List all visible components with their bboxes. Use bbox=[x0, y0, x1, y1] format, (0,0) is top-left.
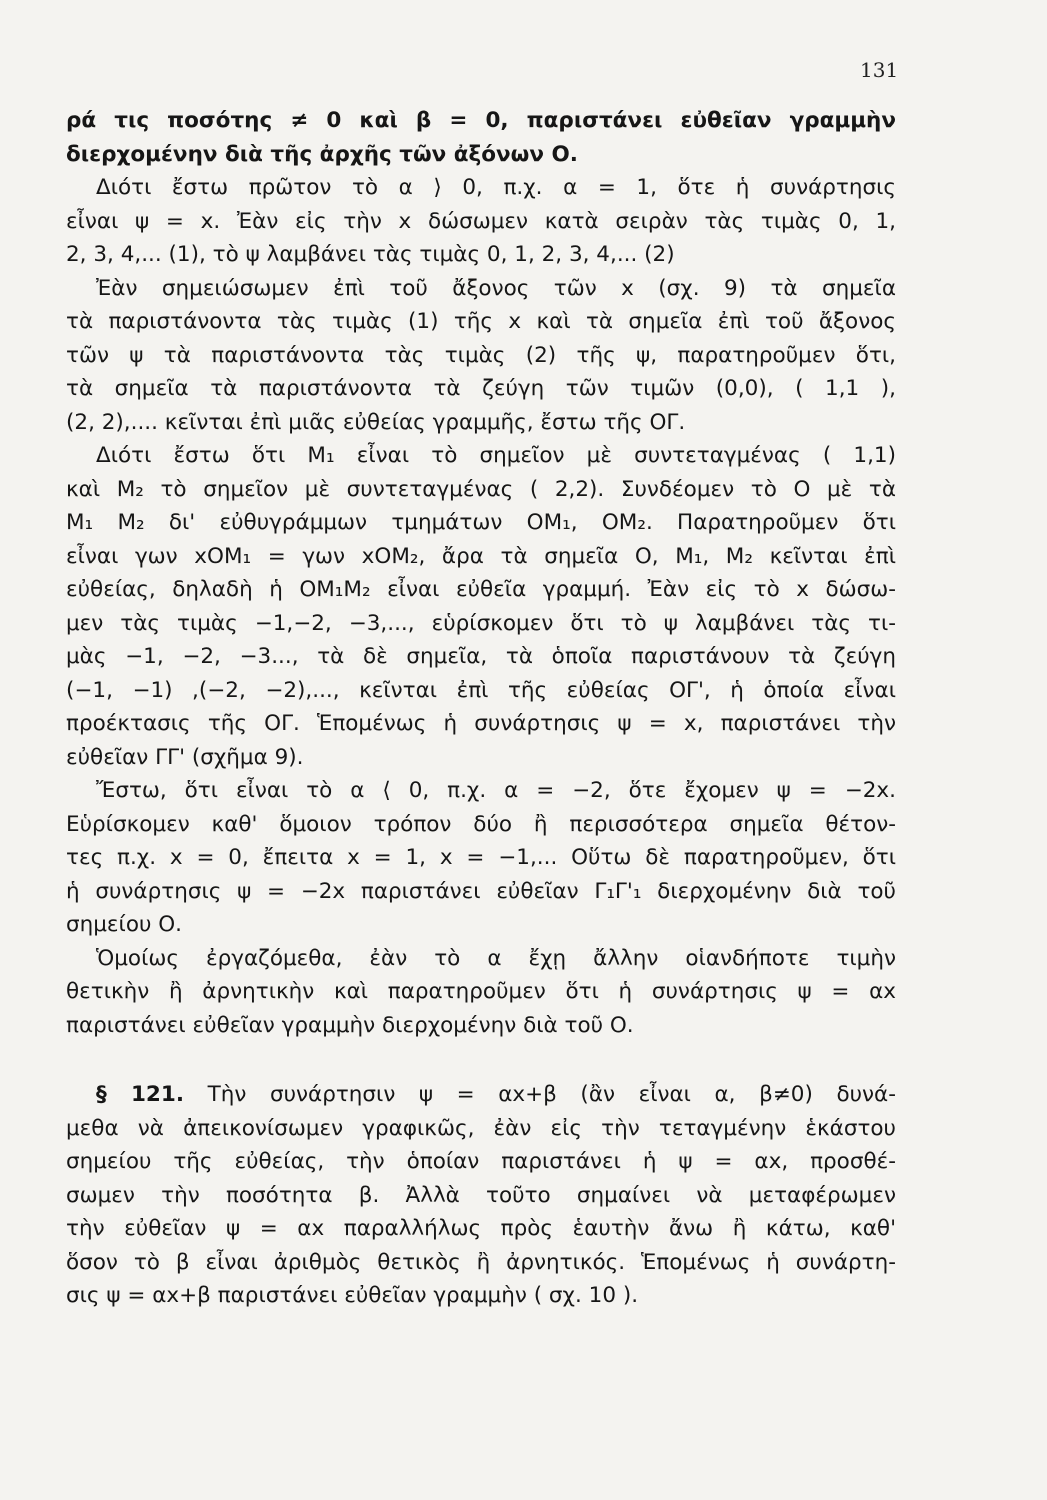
text-line: Ἔστω, ὅτι εἶναι τὸ α ⟨ 0, π.χ. α = −2, ὅτε ἔχομεν ψ = −2x. bbox=[96, 778, 896, 803]
main-text bbox=[66, 104, 896, 1042]
text-line: εὐθεῖαν ΓΓ' (σχῆμα 9). bbox=[66, 744, 304, 770]
section-text-line: ὅσον τὸ β εἶναι ἀριθμὸς θετικὸς ἢ ἀρνητικός. Ἑπομένως ἡ συνάρτη- bbox=[66, 1249, 896, 1275]
text-line: ρά τις ποσότης ≠ 0 καὶ β = 0, παριστάνει εὐθεῖαν γραμμὴν bbox=[66, 108, 896, 133]
text-line: παριστάνει εὐθεῖαν γραμμὴν διερχομένην διὰ τοῦ Ο. bbox=[66, 1012, 634, 1038]
section-text-line: σις ψ = αx+β παριστάνει εὐθεῖαν γραμμὴν ( σχ. 10 ). bbox=[66, 1283, 639, 1308]
section-gap bbox=[66, 1042, 896, 1078]
text-line: τες π.χ. x = 0, ἔπειτα x = 1, x = −1,... Οὕτω δὲ παρατηροῦμεν, ὅτι bbox=[66, 845, 896, 870]
text-line: Μ₁ Μ₂ δι' εὐθυγράμμων τμημάτων ΟΜ₁, ΟΜ₂. Παρατηροῦμεν ὅτι bbox=[66, 510, 896, 535]
text-line: σημείου Ο. bbox=[66, 912, 183, 937]
text-line: Διότι ἔστω ὅτι Μ₁ εἶναι τὸ σημεῖον μὲ συντεταγμένας ( 1,1) bbox=[96, 443, 896, 468]
text-line: καὶ Μ₂ τὸ σημεῖον μὲ συντεταγμένας ( 2,2). Συνδέομεν τὸ Ο μὲ τὰ bbox=[66, 476, 896, 502]
text-line: ἡ συνάρτησις ψ = −2x παριστάνει εὐθεῖαν Γ₁Γ'₁ διερχομένην διὰ τοῦ bbox=[66, 878, 896, 904]
text-line: εἶναι γων xOΜ₁ = γων xOΜ₂, ἄρα τὰ σημεῖα Ο, Μ₁, Μ₂ κεῖνται ἐπὶ bbox=[66, 543, 896, 569]
text-line: 2, 3, 4,... (1), τὸ ψ λαμβάνει τὰς τιμὰς 0, 1, 2, 3, 4,... (2) bbox=[66, 242, 675, 267]
text-line: μεν τὰς τιμὰς −1,−2, −3,..., εὑρίσκομεν ὅτι τὸ ψ λαμβάνει τὰς τι- bbox=[66, 610, 896, 636]
page-number: 131 bbox=[860, 58, 899, 82]
text-line: Εὑρίσκομεν καθ' ὅμοιον τρόπον δύο ἢ περισσότερα σημεῖα θέτον- bbox=[66, 811, 896, 837]
text-line: διερχομένην διὰ τῆς ἀρχῆς τῶν ἀξόνων Ο. bbox=[66, 141, 578, 167]
section-text bbox=[66, 1112, 896, 1313]
text-line: Διότι ἔστω πρῶτον τὸ α ⟩ 0, π.χ. α = 1, ὅτε ἡ συνάρτησις bbox=[96, 175, 896, 200]
section-heading: § 121. bbox=[96, 1082, 185, 1107]
text-line: θετικὴν ἢ ἀρνητικὴν καὶ παρατηροῦμεν ὅτι ἡ συνάρτησις ψ = αx bbox=[66, 979, 896, 1004]
section-first-line-text: Τὴν συνάρτησιν ψ = αx+β (ἂν εἶναι α, β≠0) δυνά- bbox=[207, 1082, 896, 1107]
text-line: εὐθείας, δηλαδὴ ἡ ΟΜ₁Μ₂ εἶναι εὐθεῖα γραμμή. Ἐὰν εἰς τὸ x δώσω- bbox=[66, 577, 896, 602]
text-line: (2, 2),.... κεῖνται ἐπὶ μιᾶς εὐθείας γραμμῆς, ἔστω τῆς ΟΓ. bbox=[66, 409, 686, 435]
text-line: Ὁμοίως ἐργαζόμεθα, ἐὰν τὸ α ἔχῃ ἄλλην οἱανδήποτε τιμὴν bbox=[96, 945, 896, 971]
section-121 bbox=[66, 1078, 896, 1313]
text-line: τὰ σημεῖα τὰ παριστάνοντα τὰ ζεύγη τῶν τιμῶν (0,0), ( 1,1 ), bbox=[66, 376, 896, 401]
section-text-line: μεθα νὰ ἀπεικονίσωμεν γραφικῶς, ἐὰν εἰς τὴν τεταγμένην ἑκάστου bbox=[66, 1115, 896, 1141]
text-line: (−1, −1) ,(−2, −2),..., κεῖνται ἐπὶ τῆς εὐθείας ΟΓ', ἡ ὁποία εἶναι bbox=[66, 677, 896, 703]
text-line: τὰ παριστάνοντα τὰς τιμὰς (1) τῆς x καὶ τὰ σημεῖα ἐπὶ τοῦ ἄξονος bbox=[66, 309, 896, 334]
text-line: τῶν ψ τὰ παριστάνοντα τὰς τιμὰς (2) τῆς ψ, παρατηροῦμεν ὅτι, bbox=[66, 342, 896, 368]
section-text-line: τὴν εὐθεῖαν ψ = αx παραλλήλως πρὸς ἑαυτὴν ἄνω ἢ κάτω, καθ' bbox=[66, 1216, 896, 1241]
section-text-line: σημείου τῆς εὐθείας, τὴν ὁποίαν παριστάνει ἡ ψ = αx, προσθέ- bbox=[66, 1149, 896, 1174]
text-line: εἶναι ψ = x. Ἐὰν εἰς τὴν x δώσωμεν κατὰ σειρὰν τὰς τιμὰς 0, 1, bbox=[66, 208, 896, 234]
section-first-line bbox=[66, 1078, 896, 1112]
text-line: Ἐὰν σημειώσωμεν ἐπὶ τοῦ ἄξονος τῶν x (σχ. 9) τὰ σημεῖα bbox=[96, 275, 896, 301]
page-body bbox=[66, 104, 896, 1313]
section-text-line: σωμεν τὴν ποσότητα β. Ἀλλὰ τοῦτο σημαίνει νὰ μεταφέρωμεν bbox=[66, 1182, 896, 1208]
text-line: προέκτασις τῆς ΟΓ. Ἑπομένως ἡ συνάρτησις ψ = x, παριστάνει τὴν bbox=[66, 711, 896, 736]
text-line: μὰς −1, −2, −3..., τὰ δὲ σημεῖα, τὰ ὁποῖα παριστάνουν τὰ ζεύγη bbox=[66, 644, 896, 669]
